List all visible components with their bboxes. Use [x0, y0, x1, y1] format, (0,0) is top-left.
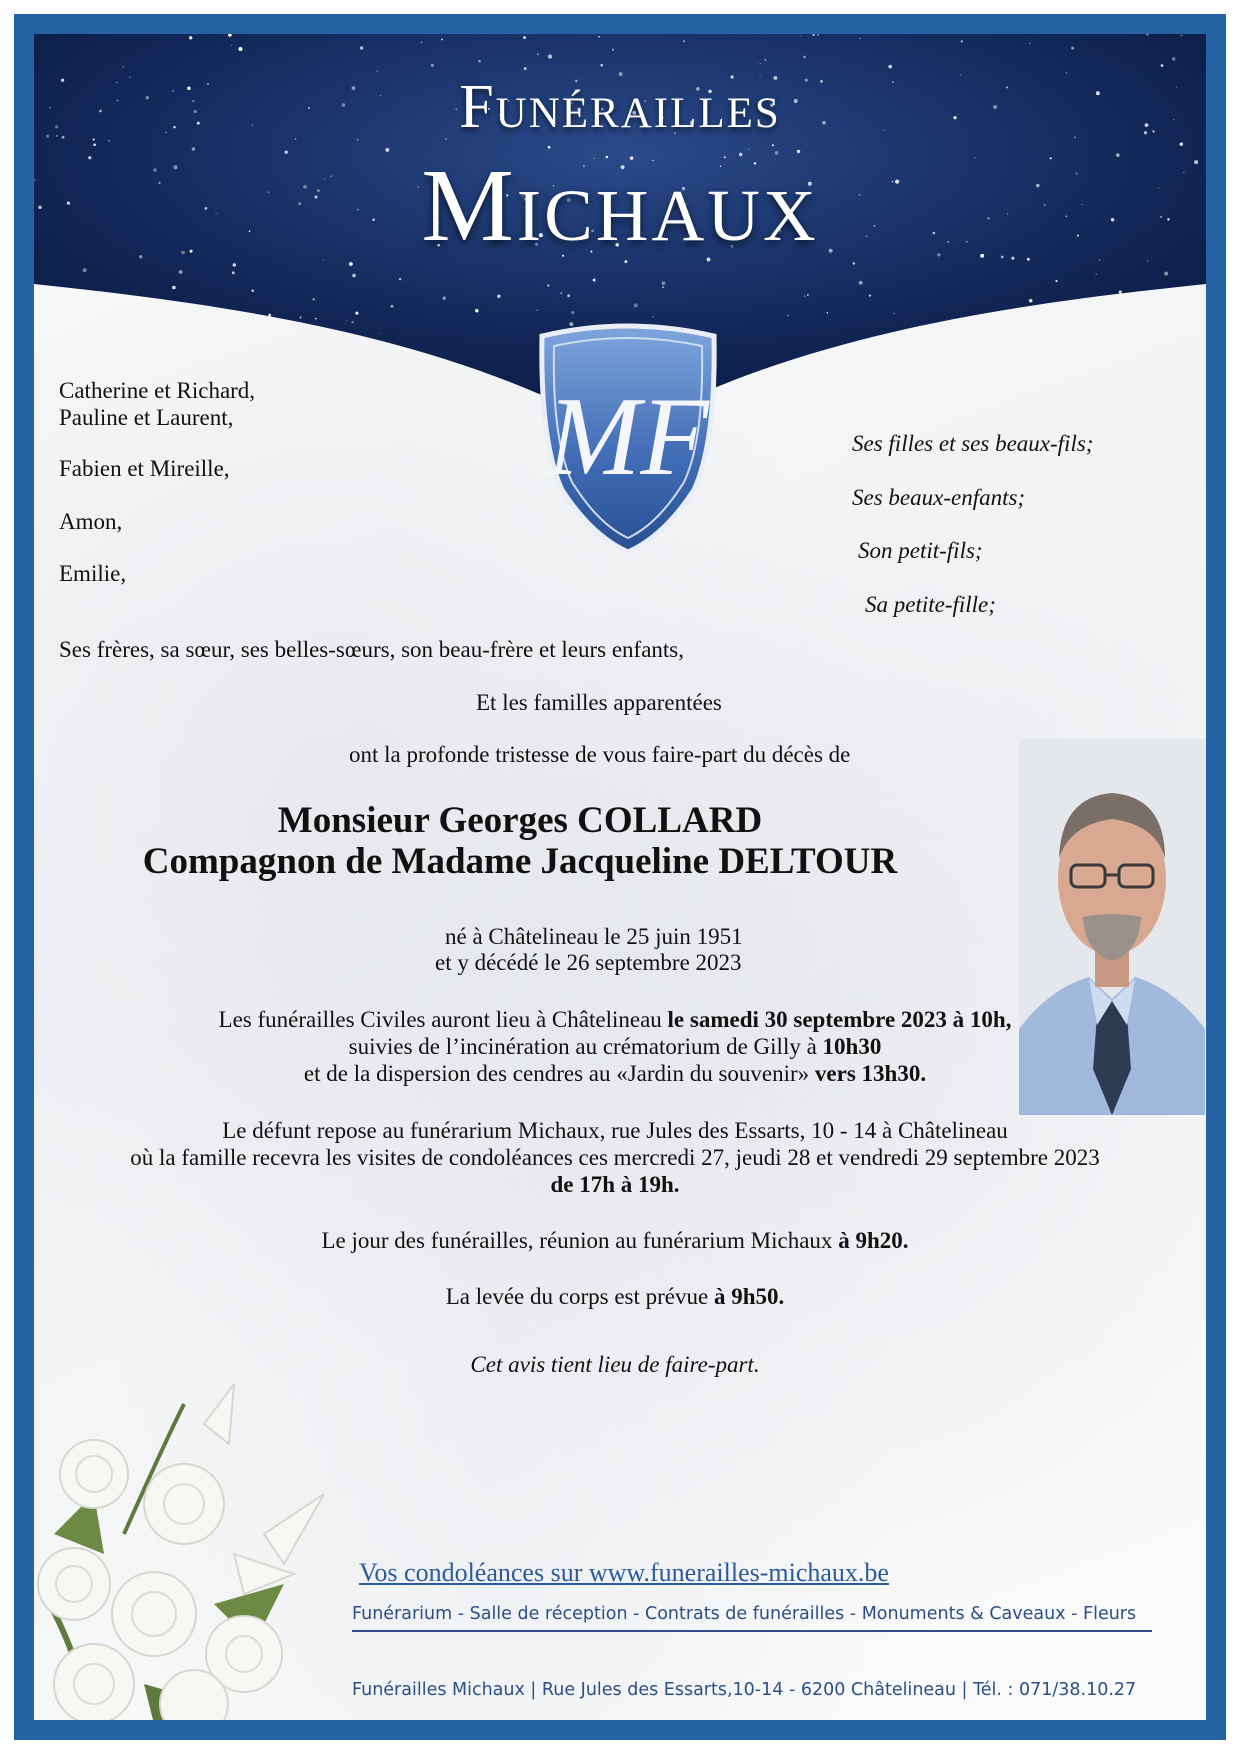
brand-line-2: Michaux	[421, 148, 819, 263]
siblings-line: Ses frères, sa sœur, ses belles-sœurs, son beau-frère et leurs enfants,	[59, 637, 684, 662]
family-right-1: Ses filles et ses beaux-fils;	[852, 431, 1094, 456]
family-right-4: Sa petite-fille;	[865, 592, 996, 617]
family-left-4: Amon,	[59, 509, 123, 534]
birth-line: né à Châtelineau le 25 juin 1951	[445, 924, 743, 949]
death-line: et y décédé le 26 septembre 2023	[435, 950, 742, 975]
family-left-5: Emilie,	[59, 561, 127, 586]
deceased-partner: Compagnon de Madame Jacqueline DELTOUR	[142, 841, 898, 882]
services-line: Funérarium - Salle de réception - Contrats de funérailles - Monuments & Caveaux - Fleurs	[352, 1604, 1152, 1632]
obituary-frame	[14, 14, 1226, 1740]
family-left-1: Catherine et Richard,	[59, 378, 256, 403]
condolences-link[interactable]: Vos condoléances sur www.funerailles-michaux.be	[359, 1558, 889, 1587]
funeral-line-1: Les funérailles Civiles auront lieu à Châtelineau le samedi 30 septembre 2023 à 10h,	[218, 1007, 1012, 1032]
family-right-2: Ses beaux-enfants;	[852, 485, 1026, 510]
family-right-3: Son petit-fils;	[858, 538, 983, 563]
families-line: Et les familles apparentées	[476, 690, 722, 715]
levee-line: La levée du corps est prévue à 9h50.	[445, 1284, 785, 1309]
family-left-3: Fabien et Mireille,	[59, 456, 230, 481]
visits-line-2: où la famille recevra les visites de condoléances ces mercredi 27, jeudi 28 et vendredi 29 septembre 2023	[130, 1145, 1100, 1170]
mf-shield-logo	[534, 322, 722, 556]
notice-line: Cet avis tient lieu de faire-part.	[470, 1352, 760, 1377]
portrait-photo	[1019, 739, 1205, 1115]
funeral-line-3: et de la dispersion des cendres au «Jardin du souvenir» vers 13h30.	[303, 1061, 927, 1086]
brand-line-1: Funérailles	[459, 73, 781, 141]
family-left-2: Pauline et Laurent,	[59, 405, 234, 430]
logo-letters: MF	[547, 375, 709, 499]
gathering-line: Le jour des funérailles, réunion au funérarium Michaux à 9h20.	[321, 1228, 909, 1253]
announcement-line: ont la profonde tristesse de vous faire-part du décès de	[349, 742, 851, 767]
visits-line-3: de 17h à 19h.	[550, 1172, 680, 1197]
white-flowers-bouquet	[34, 1384, 334, 1724]
visits-line-1: Le défunt repose au funérarium Michaux, rue Jules des Essarts, 10 - 14 à Châtelineau	[222, 1118, 1008, 1143]
address-line: Funérailles Michaux | Rue Jules des Essarts,10-14 - 6200 Châtelineau | Tél. : 071/38.10.27	[352, 1680, 1137, 1700]
funeral-line-2: suivies de l’incinération au crématorium de Gilly à 10h30	[348, 1034, 882, 1059]
deceased-name: Monsieur Georges COLLARD	[277, 800, 763, 841]
